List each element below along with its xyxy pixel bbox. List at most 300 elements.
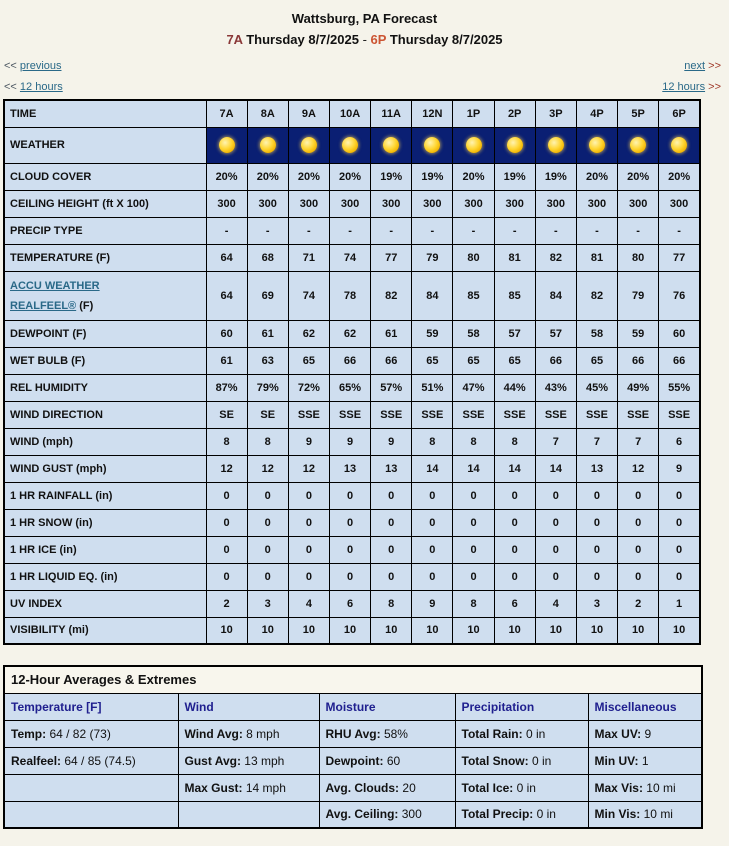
forecast-cell: SSE — [535, 401, 576, 428]
forecast-cell: 44% — [494, 374, 535, 401]
forecast-cell: 10 — [288, 617, 329, 644]
forecast-cell: 0 — [659, 536, 700, 563]
next-arrows-icon: >> — [708, 60, 721, 72]
forecast-cell: 10 — [206, 617, 247, 644]
forecast-cell: 66 — [371, 347, 412, 374]
forecast-cell: 9 — [659, 455, 700, 482]
forecast-row — [4, 617, 700, 644]
summary-cell-label: Gust Avg: — [184, 753, 241, 768]
forecast-row — [4, 482, 700, 509]
weather-cell — [247, 127, 288, 163]
summary-column-header: Temperature [F] — [4, 693, 178, 720]
forecast-cell: 65 — [453, 347, 494, 374]
summary-cell: Min Vis: 10 mi — [588, 801, 702, 828]
summary-cell-label: Avg. Clouds: — [325, 780, 400, 795]
forecast-row — [4, 320, 700, 347]
forecast-row — [4, 244, 700, 271]
time-column-header: 10A — [329, 100, 370, 127]
forecast-cell: 10 — [453, 617, 494, 644]
forecast-cell: 20% — [288, 163, 329, 190]
time-column-header: 5P — [618, 100, 659, 127]
forecast-cell: 300 — [412, 190, 453, 217]
forecast-cell: 9 — [329, 428, 370, 455]
sun-icon — [548, 137, 564, 153]
forecast-cell: 0 — [412, 509, 453, 536]
forecast-cell: - — [535, 217, 576, 244]
time-column-header: 2P — [494, 100, 535, 127]
forecast-cell: 66 — [659, 347, 700, 374]
previous-link[interactable]: previous — [19, 60, 62, 72]
forecast-cell: 0 — [618, 563, 659, 590]
forecast-cell: 0 — [453, 563, 494, 590]
forecast-cell: 0 — [206, 509, 247, 536]
time-header-row — [4, 100, 700, 127]
row-label: CEILING HEIGHT (ft X 100) — [4, 190, 206, 217]
forecast-cell: 0 — [494, 482, 535, 509]
forecast-cell: 0 — [247, 536, 288, 563]
forecast-cell: 13 — [371, 455, 412, 482]
forecast-cell: 19% — [535, 163, 576, 190]
forecast-cell: 0 — [371, 536, 412, 563]
start-date: Thursday 8/7/2025 — [246, 32, 359, 47]
end-time: 6P — [370, 32, 387, 47]
forecast-cell: 80 — [453, 244, 494, 271]
forecast-cell: 43% — [535, 374, 576, 401]
forecast-cell: 79 — [412, 244, 453, 271]
forecast-cell: 0 — [206, 482, 247, 509]
summary-cell: Max UV: 9 — [588, 720, 702, 747]
forecast-cell: 20% — [206, 163, 247, 190]
forecast-row — [4, 374, 700, 401]
summary-cell: Temp: 64 / 82 (73) — [4, 720, 178, 747]
summary-cell — [178, 801, 319, 828]
forecast-cell: 0 — [371, 509, 412, 536]
forecast-cell: 0 — [659, 482, 700, 509]
forecast-cell: 59 — [412, 320, 453, 347]
forecast-cell: 0 — [206, 563, 247, 590]
forecast-cell: 0 — [371, 482, 412, 509]
forecast-row — [4, 455, 700, 482]
forecast-cell: 0 — [535, 509, 576, 536]
forecast-cell: 300 — [535, 190, 576, 217]
sun-icon — [219, 137, 235, 153]
end-date: Thursday 8/7/2025 — [389, 32, 503, 47]
summary-row — [4, 747, 702, 774]
previous-arrows-icon: << — [4, 60, 17, 72]
time-column-header: 8A — [247, 100, 288, 127]
forecast-cell: 85 — [453, 271, 494, 320]
forecast-cell: 10 — [618, 617, 659, 644]
forecast-cell: SSE — [659, 401, 700, 428]
forecast-cell: SSE — [412, 401, 453, 428]
forecast-cell: 0 — [659, 563, 700, 590]
forecast-cell: 61 — [247, 320, 288, 347]
hourly-forecast-table — [3, 99, 701, 645]
next-link[interactable]: next — [684, 60, 706, 72]
previous-12h-nav — [4, 81, 63, 93]
forecast-cell: 78 — [329, 271, 370, 320]
forecast-cell: SSE — [494, 401, 535, 428]
forecast-cell: SE — [247, 401, 288, 428]
forecast-cell: 0 — [412, 563, 453, 590]
forecast-row — [4, 401, 700, 428]
forecast-cell: 10 — [659, 617, 700, 644]
row-label: 1 HR ICE (in) — [4, 536, 206, 563]
start-time: 7A — [226, 32, 243, 47]
forecast-cell: 13 — [576, 455, 617, 482]
summary-cell: Realfeel: 64 / 85 (74.5) — [4, 747, 178, 774]
forecast-cell: 60 — [206, 320, 247, 347]
forecast-cell: - — [659, 217, 700, 244]
summary-cell: Avg. Clouds: 20 — [319, 774, 455, 801]
forecast-cell: - — [494, 217, 535, 244]
forecast-cell: 77 — [371, 244, 412, 271]
forecast-cell: 71 — [288, 244, 329, 271]
weather-cell — [659, 127, 700, 163]
forecast-cell: 300 — [206, 190, 247, 217]
forecast-cell: SSE — [576, 401, 617, 428]
summary-column-header: Miscellaneous — [588, 693, 702, 720]
summary-cell: Wind Avg: 8 mph — [178, 720, 319, 747]
forecast-cell: - — [618, 217, 659, 244]
forecast-cell: 20% — [329, 163, 370, 190]
summary-column-header: Wind — [178, 693, 319, 720]
row-label: 1 HR SNOW (in) — [4, 509, 206, 536]
forecast-cell: 300 — [494, 190, 535, 217]
time-column-header: 9A — [288, 100, 329, 127]
summary-cell-label: Min UV: — [594, 753, 639, 768]
summary-cell-label: Max UV: — [594, 726, 642, 741]
forecast-cell: 10 — [247, 617, 288, 644]
forecast-cell: SSE — [453, 401, 494, 428]
summary-cell-label: Temp: — [11, 726, 47, 741]
forecast-cell: 87% — [206, 374, 247, 401]
sun-icon — [630, 137, 646, 153]
forecast-cell: 0 — [618, 536, 659, 563]
forecast-cell: 0 — [576, 482, 617, 509]
forecast-cell: 20% — [576, 163, 617, 190]
row-label: PRECIP TYPE — [4, 217, 206, 244]
weather-cell — [412, 127, 453, 163]
forecast-cell: 10 — [371, 617, 412, 644]
forecast-cell: 0 — [494, 509, 535, 536]
sun-icon — [301, 137, 317, 153]
forecast-cell: 6 — [329, 590, 370, 617]
next-12h-arrows-icon: >> — [708, 81, 721, 93]
summary-row — [4, 801, 702, 828]
forecast-row — [4, 536, 700, 563]
date-range — [0, 32, 729, 47]
forecast-cell: - — [371, 217, 412, 244]
sun-icon — [507, 137, 523, 153]
weather-cell — [576, 127, 617, 163]
forecast-cell: - — [453, 217, 494, 244]
forecast-cell: - — [329, 217, 370, 244]
forecast-cell: 64 — [206, 271, 247, 320]
forecast-cell: 8 — [453, 428, 494, 455]
forecast-cell: 20% — [453, 163, 494, 190]
forecast-cell: - — [288, 217, 329, 244]
summary-cell-label: Max Gust: — [184, 780, 243, 795]
row-label-time: TIME — [4, 100, 206, 127]
forecast-cell: - — [206, 217, 247, 244]
forecast-cell: 300 — [247, 190, 288, 217]
forecast-row — [4, 563, 700, 590]
time-column-header: 6P — [659, 100, 700, 127]
forecast-cell: 10 — [494, 617, 535, 644]
time-column-header: 12N — [412, 100, 453, 127]
averages-extremes-table — [3, 665, 703, 829]
sun-icon — [383, 137, 399, 153]
previous-12-hours-link[interactable]: 12 hours — [19, 81, 63, 93]
row-label: DEWPOINT (F) — [4, 320, 206, 347]
forecast-cell: 61 — [206, 347, 247, 374]
forecast-cell: 77 — [659, 244, 700, 271]
summary-cell-label: Total Ice: — [461, 780, 514, 795]
forecast-cell: 58 — [453, 320, 494, 347]
summary-cell-label: Realfeel: — [11, 753, 62, 768]
weather-row — [4, 127, 700, 163]
forecast-cell: 0 — [453, 536, 494, 563]
row-label: UV INDEX — [4, 590, 206, 617]
forecast-cell: 62 — [288, 320, 329, 347]
forecast-cell: 57 — [535, 320, 576, 347]
forecast-cell: 65 — [576, 347, 617, 374]
forecast-cell: 0 — [247, 509, 288, 536]
summary-row — [4, 720, 702, 747]
forecast-cell: 10 — [412, 617, 453, 644]
sun-icon — [589, 137, 605, 153]
summary-cell: Max Vis: 10 mi — [588, 774, 702, 801]
summary-cell: Total Rain: 0 in — [455, 720, 588, 747]
weather-cell — [288, 127, 329, 163]
forecast-cell: 19% — [494, 163, 535, 190]
forecast-cell: 14 — [494, 455, 535, 482]
row-label: 1 HR LIQUID EQ. (in) — [4, 563, 206, 590]
forecast-cell: 19% — [412, 163, 453, 190]
forecast-cell: 62 — [329, 320, 370, 347]
row-label-weather: WEATHER — [4, 127, 206, 163]
forecast-cell: - — [576, 217, 617, 244]
summary-cell-label: Min Vis: — [594, 807, 641, 822]
forecast-cell: 20% — [659, 163, 700, 190]
time-column-header: 7A — [206, 100, 247, 127]
forecast-cell: 8 — [453, 590, 494, 617]
forecast-cell: 85 — [494, 271, 535, 320]
summary-cell-label: Total Rain: — [461, 726, 523, 741]
forecast-cell: 4 — [288, 590, 329, 617]
sun-icon — [671, 137, 687, 153]
forecast-cell: 66 — [535, 347, 576, 374]
summary-title-row — [4, 666, 702, 693]
forecast-cell: 79% — [247, 374, 288, 401]
row-label: TEMPERATURE (F) — [4, 244, 206, 271]
time-column-header: 1P — [453, 100, 494, 127]
forecast-cell: 84 — [412, 271, 453, 320]
forecast-cell: 45% — [576, 374, 617, 401]
weather-cell — [494, 127, 535, 163]
forecast-cell: 8 — [247, 428, 288, 455]
summary-cell-label: RHU Avg: — [325, 726, 381, 741]
row-label: WIND (mph) — [4, 428, 206, 455]
forecast-cell: 66 — [618, 347, 659, 374]
forecast-cell: SSE — [371, 401, 412, 428]
forecast-cell: 300 — [288, 190, 329, 217]
forecast-cell: 0 — [247, 563, 288, 590]
forecast-cell: 65 — [412, 347, 453, 374]
next-12-hours-link[interactable]: 12 hours — [662, 81, 706, 93]
row-label: WET BULB (F) — [4, 347, 206, 374]
forecast-cell: 0 — [576, 536, 617, 563]
forecast-cell: 13 — [329, 455, 370, 482]
date-separator: - — [358, 32, 371, 47]
forecast-cell: 19% — [371, 163, 412, 190]
forecast-cell: 0 — [206, 536, 247, 563]
forecast-cell: 49% — [618, 374, 659, 401]
forecast-cell: 58 — [576, 320, 617, 347]
forecast-cell: 12 — [206, 455, 247, 482]
forecast-cell: SSE — [329, 401, 370, 428]
forecast-cell: 10 — [329, 617, 370, 644]
summary-row — [4, 774, 702, 801]
row-label: WIND DIRECTION — [4, 401, 206, 428]
forecast-cell: 0 — [329, 482, 370, 509]
forecast-cell: SE — [206, 401, 247, 428]
row-label: CLOUD COVER — [4, 163, 206, 190]
nav-row-12hour — [4, 81, 721, 93]
summary-cell-label: Max Vis: — [594, 780, 643, 795]
forecast-cell: 300 — [453, 190, 494, 217]
summary-cell-label: Avg. Ceiling: — [325, 807, 399, 822]
row-label-realfeel: ACCU WEATHER REALFEEL® (F) — [4, 271, 206, 320]
nav-row-hourly — [4, 60, 721, 72]
forecast-cell: 0 — [535, 563, 576, 590]
summary-cell — [4, 801, 178, 828]
forecast-cell: 6 — [494, 590, 535, 617]
forecast-cell: 76 — [659, 271, 700, 320]
forecast-cell: 61 — [371, 320, 412, 347]
forecast-row — [4, 271, 700, 320]
forecast-cell: 0 — [329, 509, 370, 536]
forecast-cell: 0 — [659, 509, 700, 536]
forecast-cell: 55% — [659, 374, 700, 401]
forecast-cell: 12 — [288, 455, 329, 482]
forecast-cell: 12 — [618, 455, 659, 482]
forecast-cell: 0 — [412, 536, 453, 563]
summary-cell-label: Total Snow: — [461, 753, 529, 768]
weather-cell — [618, 127, 659, 163]
forecast-cell: 2 — [206, 590, 247, 617]
summary-column-header: Moisture — [319, 693, 455, 720]
forecast-cell: 51% — [412, 374, 453, 401]
forecast-cell: 0 — [576, 563, 617, 590]
forecast-cell: 10 — [535, 617, 576, 644]
forecast-row — [4, 428, 700, 455]
forecast-cell: 0 — [329, 563, 370, 590]
forecast-row — [4, 163, 700, 190]
summary-cell: Total Ice: 0 in — [455, 774, 588, 801]
forecast-cell: 68 — [247, 244, 288, 271]
forecast-cell: 65 — [494, 347, 535, 374]
forecast-cell: 300 — [618, 190, 659, 217]
weather-cell — [329, 127, 370, 163]
time-column-header: 3P — [535, 100, 576, 127]
forecast-cell: 2 — [618, 590, 659, 617]
forecast-cell: 8 — [206, 428, 247, 455]
forecast-cell: - — [247, 217, 288, 244]
page-title: Wattsburg, PA Forecast — [291, 11, 438, 26]
forecast-cell: 65 — [288, 347, 329, 374]
sun-icon — [260, 137, 276, 153]
forecast-cell: 82 — [371, 271, 412, 320]
forecast-cell: 300 — [371, 190, 412, 217]
forecast-cell: 10 — [576, 617, 617, 644]
forecast-cell: 82 — [535, 244, 576, 271]
time-column-header: 4P — [576, 100, 617, 127]
forecast-cell: 0 — [288, 482, 329, 509]
forecast-cell: SSE — [288, 401, 329, 428]
summary-cell: Gust Avg: 13 mph — [178, 747, 319, 774]
sun-icon — [342, 137, 358, 153]
forecast-cell: SSE — [618, 401, 659, 428]
previous-nav — [4, 60, 62, 72]
forecast-cell: 81 — [494, 244, 535, 271]
forecast-cell: 47% — [453, 374, 494, 401]
forecast-cell: 0 — [329, 536, 370, 563]
sun-icon — [424, 137, 440, 153]
forecast-cell: 14 — [535, 455, 576, 482]
summary-title: 12-Hour Averages & Extremes — [4, 666, 702, 693]
forecast-cell: 79 — [618, 271, 659, 320]
forecast-cell: 0 — [576, 509, 617, 536]
summary-cell: Max Gust: 14 mph — [178, 774, 319, 801]
forecast-cell: 0 — [453, 509, 494, 536]
forecast-cell: 0 — [247, 482, 288, 509]
forecast-row — [4, 217, 700, 244]
accuweather-realfeel-link[interactable]: ACCU WEATHER REALFEEL® — [10, 279, 100, 312]
summary-cell-label: Total Precip: — [461, 807, 534, 822]
weather-cell — [371, 127, 412, 163]
forecast-cell: 0 — [288, 536, 329, 563]
forecast-cell: 74 — [329, 244, 370, 271]
forecast-cell: 84 — [535, 271, 576, 320]
forecast-row — [4, 347, 700, 374]
forecast-cell: 7 — [535, 428, 576, 455]
summary-cell: Avg. Ceiling: 300 — [319, 801, 455, 828]
forecast-cell: 81 — [576, 244, 617, 271]
summary-cell: Dewpoint: 60 — [319, 747, 455, 774]
forecast-cell: 80 — [618, 244, 659, 271]
forecast-cell: 300 — [576, 190, 617, 217]
summary-cell-label: Dewpoint: — [325, 753, 384, 768]
forecast-cell: 57% — [371, 374, 412, 401]
forecast-cell: 9 — [288, 428, 329, 455]
next-nav — [684, 60, 721, 72]
summary-cell: Total Snow: 0 in — [455, 747, 588, 774]
forecast-cell: 14 — [453, 455, 494, 482]
forecast-cell: 0 — [618, 509, 659, 536]
forecast-cell: 0 — [535, 536, 576, 563]
forecast-cell: 20% — [618, 163, 659, 190]
forecast-cell: 7 — [576, 428, 617, 455]
next-12h-nav — [662, 81, 721, 93]
row-label: 1 HR RAINFALL (in) — [4, 482, 206, 509]
forecast-cell: 60 — [659, 320, 700, 347]
forecast-cell: 0 — [494, 536, 535, 563]
forecast-cell: 63 — [247, 347, 288, 374]
row-label: REL HUMIDITY — [4, 374, 206, 401]
forecast-cell: 0 — [288, 509, 329, 536]
